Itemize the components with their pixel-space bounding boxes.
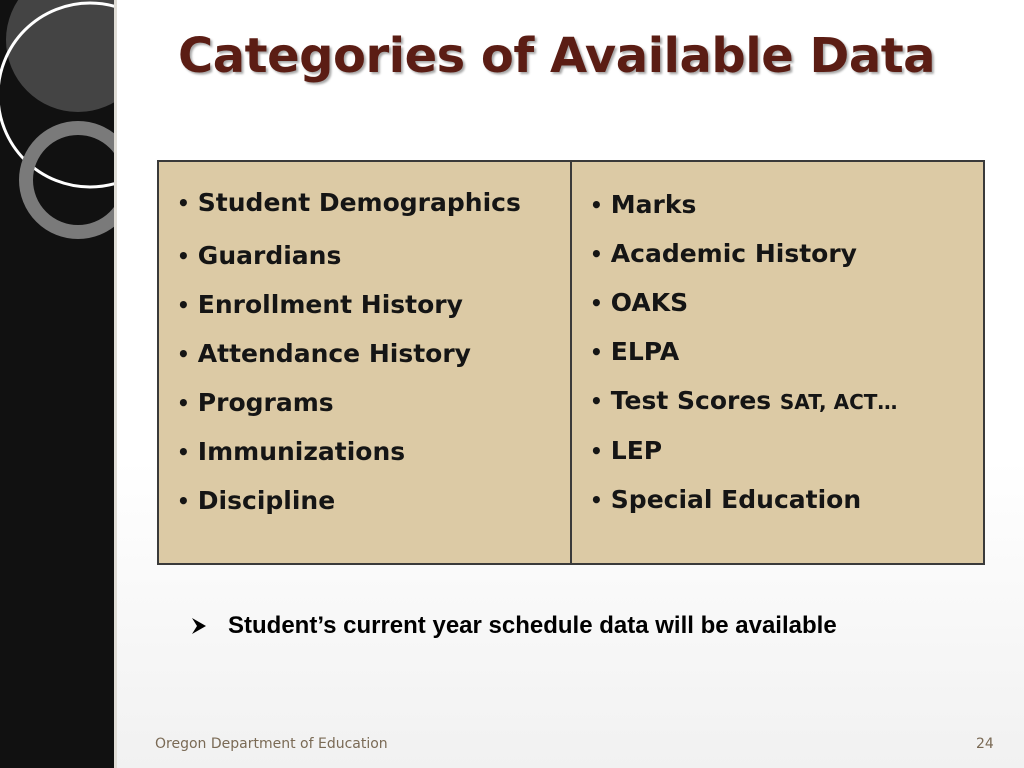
left-column — [159, 162, 572, 563]
bullet-icon: • — [177, 440, 190, 464]
slide-title: Categories of Available Data — [178, 28, 936, 84]
right-column — [572, 162, 983, 563]
bullet-icon: • — [177, 391, 190, 415]
bullet-icon: • — [590, 242, 603, 266]
test-scores-suffix: SAT, ACT… — [779, 390, 898, 414]
list-item — [177, 284, 558, 326]
sidebar-band — [0, 0, 114, 768]
list-item — [177, 184, 558, 222]
item-text: Enrollment History — [197, 290, 463, 319]
bullet-icon: • — [177, 244, 190, 268]
list-item — [177, 431, 558, 473]
list-item — [590, 430, 971, 472]
item-text: Academic History — [610, 239, 857, 268]
list-item — [590, 331, 971, 373]
bullet-icon: • — [590, 340, 603, 364]
test-scores-label: Test Scores — [610, 386, 772, 415]
list-item — [177, 333, 558, 375]
item-text: Special Education — [610, 485, 862, 514]
list-item — [590, 184, 971, 226]
data-categories-table — [157, 160, 985, 565]
item-text: Guardians — [197, 241, 342, 270]
bullet-icon: • — [177, 489, 190, 513]
item-text — [611, 380, 898, 423]
list-item — [590, 380, 971, 423]
bullet-icon: • — [590, 488, 603, 512]
schedule-note — [190, 612, 837, 640]
list-item — [590, 282, 971, 324]
item-text: ELPA — [610, 337, 680, 366]
bullet-icon: • — [177, 342, 190, 366]
item-text: Student Demographics — [197, 188, 521, 217]
item-text: Immunizations — [197, 437, 406, 466]
item-text: OAKS — [610, 288, 689, 317]
list-item — [177, 382, 558, 424]
bullet-icon: • — [590, 439, 603, 463]
item-text: LEP — [610, 436, 663, 465]
bullet-icon: • — [177, 191, 190, 215]
item-text: Attendance History — [197, 339, 471, 368]
page-number: 24 — [976, 736, 994, 752]
item-text: Discipline — [197, 486, 336, 515]
arrowhead-icon — [190, 617, 208, 635]
item-text: Programs — [197, 388, 334, 417]
list-item — [590, 233, 971, 275]
bullet-icon: • — [590, 193, 603, 217]
bullet-icon: • — [177, 293, 190, 317]
item-text: Marks — [610, 190, 697, 219]
list-item — [590, 479, 971, 521]
bullet-icon: • — [590, 291, 603, 315]
decorative-rings-icon — [0, 0, 114, 260]
bullet-icon: • — [590, 389, 603, 413]
note-text: Student’s current year schedule data will be available — [228, 612, 837, 639]
list-item — [177, 480, 558, 522]
list-item — [177, 235, 558, 277]
footer-organization: Oregon Department of Education — [155, 736, 388, 752]
